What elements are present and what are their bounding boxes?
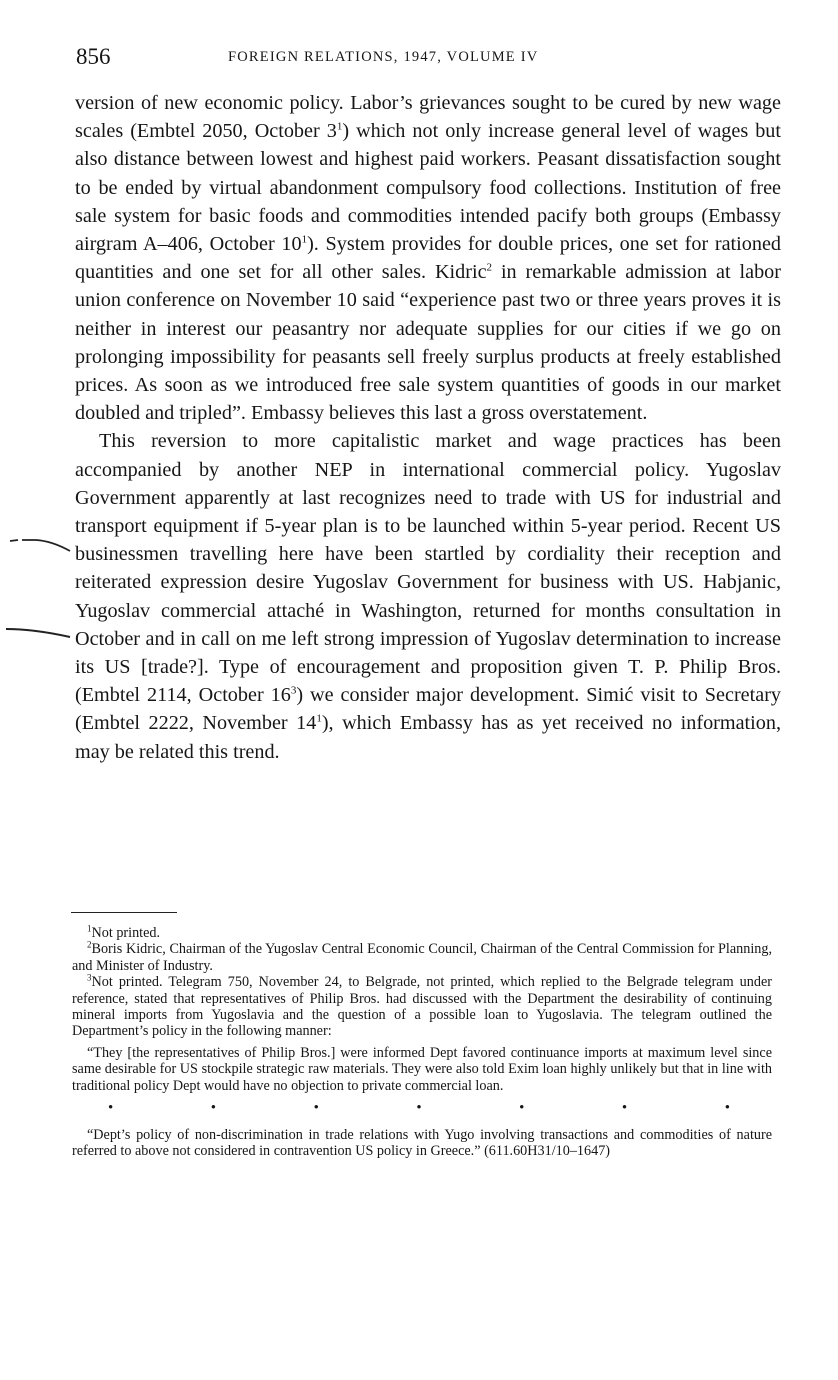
ellipsis-dot: • bbox=[210, 1100, 217, 1117]
ellipsis-row bbox=[72, 1099, 772, 1119]
p1-text-3: ). System provides for double prices, one set for rationed quantities and one set for all other sales. Kidric bbox=[75, 233, 782, 284]
footnote-ref: 3 bbox=[290, 684, 297, 697]
paragraph-1 bbox=[75, 89, 781, 427]
p2-text-2: ) we consider major development. Simić visit to Secretary (Embtel 2222, November 14 bbox=[75, 684, 782, 735]
paragraph-2 bbox=[75, 427, 781, 765]
footnote-marker: 3 bbox=[87, 972, 92, 983]
footnote-quote-1: “They [the representatives of Philip Bros.] were informed Dept favored continuance imports at maximum level since same desirable for US stockpile strategic raw materials. They were also told Exim loan highly unlikely but that in line with traditional policy Dept would have no objection to private commercial loan. bbox=[72, 1044, 772, 1094]
footnote-quote-2: “Dept’s policy of non-discrimination in trade relations with Yugo involving transactions and commodities of nature referred to above not considered in contravention US policy in Greece.” (611.60H31/10–1647) bbox=[72, 1127, 772, 1160]
page-number: 856 bbox=[76, 44, 111, 69]
ellipsis-dot: • bbox=[313, 1100, 319, 1117]
footnote-1-text: Not printed. bbox=[91, 925, 161, 941]
footnote-marker: 2 bbox=[87, 939, 92, 950]
footnote-1 bbox=[72, 925, 772, 941]
ellipsis-dot: • bbox=[724, 1100, 730, 1117]
footnote-marker: 1 bbox=[87, 923, 92, 934]
footnote-ref: 1 bbox=[301, 233, 308, 246]
footnote-ref: 2 bbox=[486, 261, 493, 274]
running-title: FOREIGN RELATIONS, 1947, VOLUME IV bbox=[228, 49, 539, 65]
footnote-rule bbox=[71, 912, 177, 913]
footnotes bbox=[72, 925, 772, 1160]
margin-mark-upper bbox=[6, 534, 72, 556]
p1-text-2: ) which not only increase general level of wages but also distance between lowest and highest paid workers. Peasant dissatisfaction sought to be ended by virtual abandonment compulsory food collections. Institution of free sale system for basic foods and commodities intended pacify both groups (Embassy airgram A–406, October 10 bbox=[75, 120, 782, 256]
margin-mark-lower bbox=[4, 624, 72, 640]
footnote-ref: 1 bbox=[316, 712, 322, 725]
ellipsis-dot: • bbox=[108, 1100, 114, 1117]
footnote-3 bbox=[72, 974, 772, 1040]
footnote-3-text: Not printed. Telegram 750, November 24, to Belgrade, not printed, which replied to the Belgrade telegram under reference, stated that representatives of Philip Bros. had discussed with the Department the desirability of continuing mineral imports from Yugoslavia and the question of a possible loan to Yugoslavia. The telegram outlined the Department’s policy in the following manner: bbox=[72, 974, 772, 1040]
page-header bbox=[76, 44, 780, 74]
p1-text-1: version of new economic policy. Labor’s grievances sought to be cured by new wage scales (Embtel 2050, October 3 bbox=[75, 92, 781, 143]
p2-text-3: ), which Embassy has as yet received no information, may be related this trend. bbox=[75, 712, 782, 763]
footnote-2-text: Boris Kidric, Chairman of the Yugoslav Central Economic Council, Chairman of the Central Commission for Planning, and Minister of Industry. bbox=[72, 941, 772, 974]
p1-text-4: in remarkable admission at labor union conference on November 10 said “experience past two or three years proves it is neither in interest our peasantry nor adequate supplies for our cities if we go on prolonging impossibility for peasants sell freely surplus products at freely established prices. As soon as we introduced free sale system quantities of goods in our market doubled and tripled”. Embassy believes this last a gross overstatement. bbox=[75, 261, 781, 425]
ellipsis-dot: • bbox=[416, 1100, 422, 1117]
ellipsis-dot: • bbox=[519, 1100, 525, 1117]
footnote-2 bbox=[72, 941, 772, 974]
ellipsis-dot: • bbox=[621, 1100, 628, 1117]
footnote-ref: 1 bbox=[336, 120, 343, 133]
main-text bbox=[75, 89, 781, 766]
p2-text-1: This reversion to more capitalistic market and wage practices has been accompanied by another NEP in international commercial policy. Yugoslav Government apparently at last recognizes need to trade with US for industrial and transport equipment if 5-year plan is to be launched within 5-year period. Recent US businessmen travelling here have been startled by cordiality their reception and reiterated expression desire Yugoslav Government for business with US. Habjanic, Yugoslav commercial attaché in Washington, returned for months consultation in October and in call on me left strong impression of Yugoslav determination to increase its US [trade?]. Type of encouragement and proposition given T. P. Philip Bros. (Embtel 2114, October 16 bbox=[75, 430, 781, 707]
